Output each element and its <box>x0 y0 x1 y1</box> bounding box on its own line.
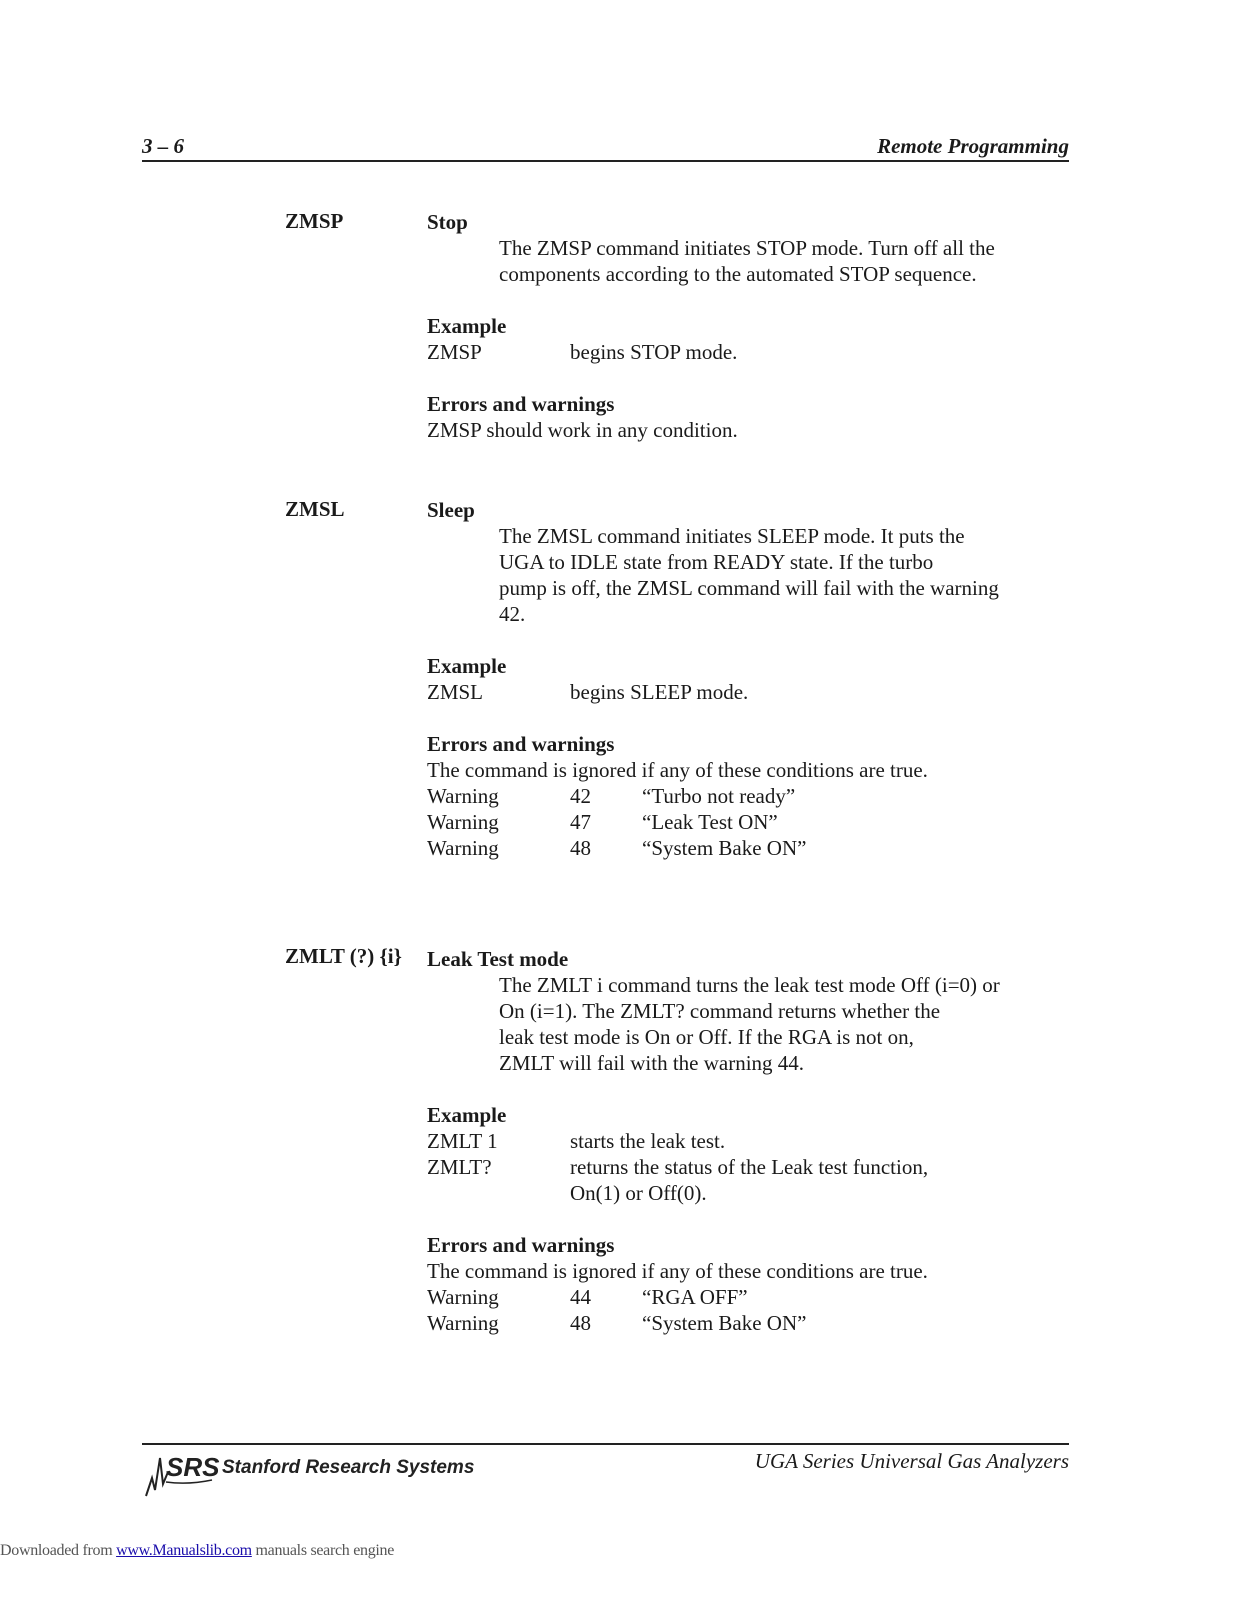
section-description <box>499 972 1087 1076</box>
company-name: Stanford Research Systems <box>222 1457 475 1478</box>
example-text: begins SLEEP mode. <box>570 680 749 704</box>
command-section-zmlt <box>427 946 1087 1336</box>
example-text: On(1) or Off(0). <box>570 1181 707 1205</box>
example-command: ZMSL <box>427 680 484 704</box>
description-line: The ZMSL command initiates SLEEP mode. It puts the <box>499 524 965 548</box>
errors-heading: Errors and warnings <box>427 392 615 416</box>
command-section-zmsp <box>427 209 1087 443</box>
description-line: ZMLT will fail with the warning 44. <box>499 1051 805 1075</box>
warning-label: Warning <box>427 810 499 834</box>
warning-label: Warning <box>427 784 499 808</box>
example-row <box>427 1180 1087 1206</box>
section-title: Leak Test mode <box>427 947 569 971</box>
warning-label: Warning <box>427 1311 499 1335</box>
example-text: starts the leak test. <box>570 1129 726 1153</box>
description-line: On (i=1). The ZMLT? command returns whether the <box>499 999 941 1023</box>
warning-message: “Turbo not ready” <box>642 784 796 808</box>
example-command: ZMSP <box>427 340 482 364</box>
warning-message: “System Bake ON” <box>642 1311 807 1335</box>
example-command: ZMLT 1 <box>427 1129 498 1153</box>
warning-row <box>427 1284 1087 1310</box>
description-line: leak test mode is On or Off. If the RGA is not on, <box>499 1025 914 1049</box>
errors-text: The command is ignored if any of these conditions are true. <box>427 1259 928 1283</box>
warning-code: 48 <box>570 1311 591 1335</box>
description-line: The ZMSP command initiates STOP mode. Turn off all the <box>499 236 995 260</box>
warning-code: 44 <box>570 1285 591 1309</box>
warning-message: “System Bake ON” <box>642 836 807 860</box>
description-line: The ZMLT i command turns the leak test mode Off (i=0) or <box>499 973 1000 997</box>
manualslib-link[interactable]: www.Manualslib.com <box>116 1542 252 1559</box>
errors-heading: Errors and warnings <box>427 732 615 756</box>
example-heading: Example <box>427 654 507 678</box>
warning-row <box>427 809 1087 835</box>
chapter-title: Remote Programming <box>877 134 1069 158</box>
warning-code: 48 <box>570 836 591 860</box>
description-line: components according to the automated STOP sequence. <box>499 262 977 286</box>
download-notice <box>0 1542 394 1560</box>
command-section-zmsl <box>427 497 1087 861</box>
warning-label: Warning <box>427 836 499 860</box>
warning-code: 47 <box>570 810 591 834</box>
section-description <box>499 235 1087 287</box>
warning-row <box>427 783 1087 809</box>
warning-row <box>427 1310 1087 1336</box>
example-row <box>427 1154 1087 1180</box>
download-suffix: manuals search engine <box>251 1542 395 1559</box>
warning-message: “Leak Test ON” <box>642 810 778 834</box>
warning-label: Warning <box>427 1285 499 1309</box>
errors-text: The command is ignored if any of these conditions are true. <box>427 758 928 782</box>
page-number: 3 – 6 <box>142 134 184 158</box>
section-description <box>499 523 1087 627</box>
example-command: ZMLT? <box>427 1155 492 1179</box>
description-line: 42. <box>499 602 526 626</box>
description-line: pump is off, the ZMSL command will fail with the warning <box>499 576 999 600</box>
warning-code: 42 <box>570 784 591 808</box>
command-name: ZMSP <box>285 209 344 233</box>
footer-rule <box>142 1443 1069 1445</box>
example-row <box>427 339 1087 365</box>
warning-row <box>427 835 1087 861</box>
command-name: ZMSL <box>285 497 345 521</box>
logo-mark: SRS <box>166 1452 220 1482</box>
example-row <box>427 1128 1087 1154</box>
section-title: Sleep <box>427 498 475 522</box>
errors-text: ZMSP should work in any condition. <box>427 418 738 442</box>
command-name: ZMLT (?) {i} <box>285 944 402 968</box>
example-heading: Example <box>427 1103 507 1127</box>
section-title: Stop <box>427 210 468 234</box>
description-line: UGA to IDLE state from READY state. If the turbo <box>499 550 934 574</box>
errors-heading: Errors and warnings <box>427 1233 615 1257</box>
example-heading: Example <box>427 314 507 338</box>
warning-message: “RGA OFF” <box>642 1285 748 1309</box>
download-prefix: Downloaded from <box>0 1542 117 1559</box>
example-text: returns the status of the Leak test function, <box>570 1155 929 1179</box>
example-text: begins STOP mode. <box>570 340 738 364</box>
example-row <box>427 679 1087 705</box>
header-rule <box>142 160 1069 162</box>
product-name: UGA Series Universal Gas Analyzers <box>754 1449 1069 1473</box>
